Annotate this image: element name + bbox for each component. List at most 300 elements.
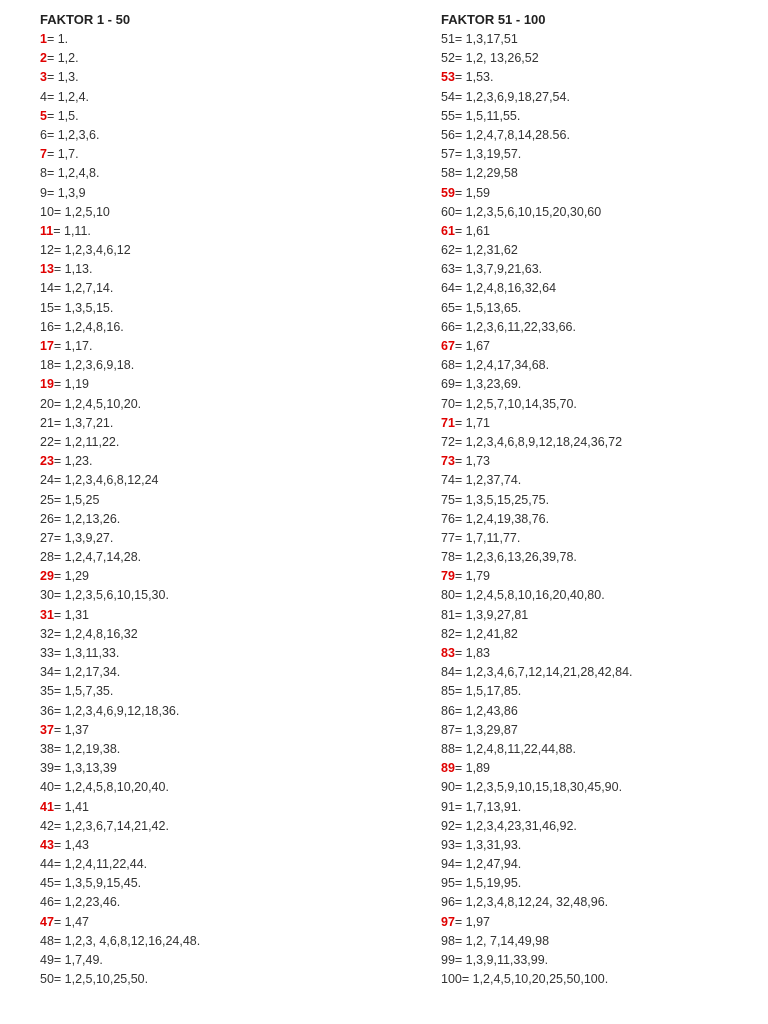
number: 76 (441, 511, 455, 526)
factor-row (40, 318, 370, 337)
factor-row (40, 241, 370, 260)
factor-row (40, 107, 370, 126)
prime-number: 7 (40, 147, 47, 162)
factor-values: = 1,2, 13,26,52 (454, 51, 539, 66)
factor-values: = 1,5,19,95. (454, 876, 522, 891)
factor-column-1-50 (40, 10, 370, 989)
number: 51 (441, 32, 455, 46)
factor-row (40, 529, 370, 548)
factor-row (441, 279, 768, 298)
factor-row (40, 260, 370, 279)
number: 86 (441, 703, 455, 718)
factor-values: = 1,71 (454, 415, 491, 430)
factor-row (441, 126, 768, 145)
factor-row (441, 164, 768, 183)
factor-row (40, 88, 370, 107)
factor-values: = 1,73 (454, 454, 491, 469)
number: 94 (441, 857, 455, 872)
factor-values: = 1,3,31,93. (454, 837, 522, 852)
factor-row (40, 337, 370, 356)
factor-row (441, 874, 768, 893)
factor-values: = 1,7,49. (53, 953, 103, 967)
factor-row (441, 88, 768, 107)
factor-row (441, 452, 768, 471)
number: 6 (40, 127, 47, 142)
number: 20 (40, 396, 54, 411)
factor-row (441, 817, 768, 836)
factor-row (40, 625, 370, 644)
prime-number: 47 (40, 914, 54, 929)
factor-values: = 1,2,17,34. (53, 665, 121, 680)
number: 16 (40, 319, 54, 334)
number: 33 (40, 646, 54, 660)
factor-values: = 1,2,3,6,9,18,27,54. (454, 89, 570, 104)
factor-row (441, 529, 768, 548)
factor-values: = 1,2,3,6,11,22,33,66. (454, 319, 576, 334)
number: 44 (40, 857, 54, 872)
number: 49 (40, 953, 54, 967)
factor-row (441, 567, 768, 586)
factor-values: = 1,2,31,62 (454, 243, 518, 258)
factor-row (40, 702, 370, 721)
factor-values: = 1,3,29,87 (454, 722, 518, 737)
factor-column-51-100 (441, 10, 768, 989)
factor-row (441, 184, 768, 203)
factor-row (441, 299, 768, 318)
factor-values: = 1,5,13,65. (454, 300, 522, 315)
factor-values: = 1,2,4,17,34,68. (454, 358, 550, 373)
factor-row (40, 145, 370, 164)
factor-values: = 1,2,3,4,23,31,46,92. (454, 818, 577, 833)
factor-values: = 1,2,7,14. (53, 281, 114, 296)
factor-row (441, 932, 768, 951)
factor-values: = 1,5,25 (53, 492, 100, 507)
factor-row (40, 740, 370, 759)
factor-values: = 1,2,4,8,16,32 (53, 626, 138, 641)
factor-values: = 1,2,4,8,16. (53, 319, 124, 334)
factor-values: = 1,2,3,5,6,10,15,30. (53, 588, 169, 603)
factor-values: = 1,2,4,8,11,22,44,88. (454, 741, 576, 756)
factor-row (40, 874, 370, 893)
factor-values: = 1,5,17,85. (454, 684, 522, 699)
factor-row (441, 241, 768, 260)
factor-values: = 1,29 (53, 569, 90, 584)
number: 34 (40, 665, 54, 680)
factor-values: = 1,3,9,27. (53, 530, 114, 545)
prime-number: 73 (441, 454, 455, 469)
factor-row (441, 68, 768, 87)
number: 84 (441, 665, 455, 680)
factor-row (40, 68, 370, 87)
factor-row (40, 567, 370, 586)
number: 21 (40, 415, 54, 430)
factor-values: = 1,2,4,5,8,10,20,40. (53, 780, 169, 795)
factor-row (441, 471, 768, 490)
number: 93 (441, 837, 455, 852)
factor-values: = 1,2,41,82 (454, 626, 518, 641)
factor-values: = 1,2,3,4,6,12 (53, 243, 131, 258)
factor-values: = 1,2,3,5,6,10,15,20,30,60 (454, 204, 602, 219)
prime-number: 53 (441, 70, 455, 85)
factor-row (441, 721, 768, 740)
factor-values: = 1,2. (46, 51, 79, 66)
prime-number: 97 (441, 914, 455, 929)
factor-values: = 1,2,4,19,38,76. (454, 511, 550, 526)
factor-values: = 1,2,3,6,9,18. (53, 358, 135, 373)
factor-values: = 1,2,11,22. (53, 434, 120, 449)
number: 81 (441, 607, 455, 622)
number: 90 (441, 780, 455, 795)
number: 42 (40, 818, 54, 833)
factor-values: = 1,3,7,9,21,63. (454, 262, 543, 277)
factor-values: = 1,3,5,15. (53, 300, 114, 315)
factor-values: = 1,3,9 (46, 185, 86, 200)
factor-values: = 1,67 (454, 339, 491, 353)
number: 78 (441, 550, 455, 565)
factor-row (40, 510, 370, 529)
factor-row (441, 30, 768, 49)
number: 38 (40, 741, 54, 756)
number: 92 (441, 818, 455, 833)
factor-row (40, 759, 370, 778)
factor-values: = 1,7. (46, 147, 79, 162)
factor-row (441, 893, 768, 912)
factor-row (441, 798, 768, 817)
prime-number: 2 (40, 51, 47, 66)
number: 68 (441, 358, 455, 373)
factor-row (441, 759, 768, 778)
column-title: FAKTOR 1 - 50 (40, 12, 131, 27)
factor-row (40, 778, 370, 797)
factor-row (40, 913, 370, 932)
number: 69 (441, 377, 455, 392)
factor-row (40, 606, 370, 625)
factor-row (40, 184, 370, 203)
number: 18 (40, 358, 54, 373)
factor-row (441, 663, 768, 682)
factor-values: = 1,2,4,5,10,20. (53, 396, 142, 411)
factor-row (441, 107, 768, 126)
factor-values: = 1,3,19,57. (454, 147, 522, 162)
number: 80 (441, 588, 455, 603)
factor-values: = 1,3,5,15,25,75. (454, 492, 550, 507)
factor-row (441, 548, 768, 567)
factor-list (40, 30, 370, 989)
number: 15 (40, 300, 54, 315)
factor-values: = 1,2,37,74. (454, 473, 522, 488)
factor-values: = 1,2,4,11,22,44. (53, 857, 148, 872)
prime-number: 43 (40, 837, 54, 852)
prime-number: 29 (40, 569, 54, 584)
number: 22 (40, 434, 54, 449)
factor-values: = 1,19 (53, 377, 90, 392)
number: 60 (441, 204, 455, 219)
number: 55 (441, 108, 455, 123)
factor-row (441, 510, 768, 529)
factor-values: = 1,2,4. (46, 89, 90, 104)
number: 57 (441, 147, 455, 162)
number: 74 (441, 473, 455, 488)
factor-values: = 1,2, 7,14,49,98 (454, 933, 550, 948)
factor-values: = 1,2,3,4,6,8,9,12,18,24,36,72 (454, 434, 623, 449)
factor-row (441, 625, 768, 644)
factor-values: = 1,2,47,94. (454, 857, 522, 872)
prime-number: 79 (441, 569, 455, 584)
factor-values: = 1,5,11,55. (454, 108, 521, 123)
number: 25 (40, 492, 54, 507)
factor-values: = 1,3. (46, 70, 79, 85)
prime-number: 1 (40, 32, 47, 46)
factor-row (40, 279, 370, 298)
factor-row (40, 970, 370, 989)
factor-values: = 1,3,9,27,81 (454, 607, 529, 622)
number: 72 (441, 434, 455, 449)
factor-values: = 1,3,17,51 (454, 32, 518, 46)
number: 27 (40, 530, 54, 545)
number: 64 (441, 281, 455, 296)
factor-row (441, 433, 768, 452)
number: 56 (441, 127, 455, 142)
prime-number: 23 (40, 454, 54, 469)
number: 39 (40, 761, 54, 776)
prime-number: 17 (40, 339, 54, 353)
column-title: FAKTOR 51 - 100 (441, 12, 546, 27)
factor-values: = 1,53. (454, 70, 494, 85)
factor-row (40, 932, 370, 951)
number: 12 (40, 243, 54, 258)
factor-row (40, 682, 370, 701)
factor-row (40, 433, 370, 452)
factor-values: = 1,2,13,26. (53, 511, 121, 526)
prime-number: 3 (40, 70, 47, 85)
factor-row (441, 337, 768, 356)
number: 98 (441, 933, 455, 948)
factor-values: = 1,23. (53, 454, 93, 469)
factor-values: = 1,2,5,10 (53, 204, 110, 219)
factor-values: = 1,2,3,6,13,26,39,78. (454, 550, 577, 565)
factor-values: = 1,2,3, 4,6,8,12,16,24,48. (53, 933, 201, 948)
factor-values: = 1,2,3,4,6,9,12,18,36. (53, 703, 180, 718)
factor-values: = 1,79 (454, 569, 491, 584)
prime-number: 37 (40, 722, 54, 737)
factor-row (441, 318, 768, 337)
factor-values: = 1,2,4,8. (46, 166, 100, 181)
number: 99 (441, 953, 455, 967)
factor-row (40, 586, 370, 605)
factor-row (40, 798, 370, 817)
factor-row (441, 970, 768, 989)
number: 88 (441, 741, 455, 756)
factor-values: = 1,5. (46, 108, 79, 123)
number: 24 (40, 473, 54, 488)
factor-row (40, 452, 370, 471)
factor-row (40, 663, 370, 682)
number: 30 (40, 588, 54, 603)
prime-number: 83 (441, 646, 455, 660)
number: 66 (441, 319, 455, 334)
factor-row (441, 203, 768, 222)
factor-row (441, 913, 768, 932)
factor-values: = 1,2,43,86 (454, 703, 518, 718)
number: 45 (40, 876, 54, 891)
prime-number: 61 (441, 223, 455, 238)
factor-values: = 1,2,3,4,8,12,24, 32,48,96. (454, 895, 609, 910)
factor-row (40, 375, 370, 394)
number: 50 (40, 972, 54, 987)
prime-number: 13 (40, 262, 54, 277)
number: 70 (441, 396, 455, 411)
factor-row (40, 644, 370, 663)
number: 65 (441, 300, 455, 315)
factor-values: = 1,47 (53, 914, 90, 929)
factor-values: = 1,7,13,91. (454, 799, 522, 814)
factor-values: = 1,89 (454, 761, 491, 776)
factor-row (441, 951, 768, 970)
factor-values: = 1,59 (454, 185, 491, 200)
factor-values: = 1,13. (53, 262, 93, 277)
number: 8 (40, 166, 47, 181)
factor-row (40, 395, 370, 414)
factor-row (40, 356, 370, 375)
factor-values: = 1,37 (53, 722, 90, 737)
number: 10 (40, 204, 54, 219)
factor-row (441, 395, 768, 414)
number: 14 (40, 281, 54, 296)
number: 9 (40, 185, 47, 200)
number: 87 (441, 722, 455, 737)
factor-row (40, 414, 370, 433)
factor-values: = 1,2,3,6,7,14,21,42. (53, 818, 169, 833)
factor-row (441, 491, 768, 510)
number: 85 (441, 684, 455, 699)
factor-row (40, 299, 370, 318)
factor-row (441, 778, 768, 797)
factor-row (441, 836, 768, 855)
factor-row (40, 721, 370, 740)
factor-row (441, 145, 768, 164)
number: 100 (441, 972, 462, 987)
number: 95 (441, 876, 455, 891)
number: 77 (441, 530, 455, 545)
prime-number: 89 (441, 761, 455, 776)
factor-row (40, 49, 370, 68)
factor-row (40, 126, 370, 145)
factor-values: = 1. (46, 32, 69, 46)
factor-row (40, 836, 370, 855)
prime-number: 67 (441, 339, 455, 353)
number: 62 (441, 243, 455, 258)
factor-row (441, 644, 768, 663)
factor-row (441, 682, 768, 701)
factor-values: = 1,97 (454, 914, 491, 929)
prime-number: 41 (40, 799, 54, 814)
factor-values: = 1,2,19,38. (53, 741, 121, 756)
factor-values: = 1,2,4,7,8,14,28.56. (454, 127, 570, 142)
factor-row (441, 740, 768, 759)
factor-row (40, 471, 370, 490)
factor-values: = 1,17. (53, 339, 93, 353)
factor-values: = 1,7,11,77. (454, 530, 521, 545)
factor-row (441, 356, 768, 375)
factor-row (40, 203, 370, 222)
factor-row (40, 491, 370, 510)
number: 91 (441, 799, 455, 814)
factor-values: = 1,43 (53, 837, 90, 852)
number: 48 (40, 933, 54, 948)
factor-row (441, 855, 768, 874)
factor-values: = 1,3,11,33. (53, 646, 120, 660)
factor-values: = 1,2,3,4,6,7,12,14,21,28,42,84. (454, 665, 633, 680)
number: 46 (40, 895, 54, 910)
prime-number: 11 (40, 223, 54, 238)
number: 54 (441, 89, 455, 104)
number: 63 (441, 262, 455, 277)
prime-number: 31 (40, 607, 54, 622)
number: 35 (40, 684, 54, 699)
factor-values: = 1,3,13,39 (53, 761, 117, 776)
number: 32 (40, 626, 54, 641)
factor-values: = 1,31 (53, 607, 90, 622)
factor-row (441, 375, 768, 394)
factor-values: = 1,2,23,46. (53, 895, 121, 910)
factor-values: = 1,2,5,7,10,14,35,70. (454, 396, 577, 411)
factor-values: = 1,2,29,58 (454, 166, 518, 181)
number: 96 (441, 895, 455, 910)
factor-row (441, 260, 768, 279)
factor-values: = 1,2,4,7,14,28. (53, 550, 142, 565)
factor-values: = 1,2,4,8,16,32,64 (454, 281, 557, 296)
factor-row (441, 222, 768, 241)
factor-values: = 1,3,23,69. (454, 377, 522, 392)
factor-row (40, 30, 370, 49)
number: 40 (40, 780, 54, 795)
number: 28 (40, 550, 54, 565)
factor-values: = 1,2,4,5,10,20,25,50,100. (461, 972, 609, 987)
factor-values: = 1,41 (53, 799, 90, 814)
factor-values: = 1,2,3,4,6,8,12,24 (53, 473, 159, 488)
number: 52 (441, 51, 455, 66)
number: 26 (40, 511, 54, 526)
factor-row (40, 817, 370, 836)
factor-row (40, 222, 370, 241)
prime-number: 19 (40, 377, 54, 392)
factor-row (441, 586, 768, 605)
factor-values: = 1,83 (454, 646, 491, 660)
factor-row (441, 414, 768, 433)
prime-number: 71 (441, 415, 455, 430)
factor-row (40, 951, 370, 970)
factor-row (441, 49, 768, 68)
factor-row (40, 164, 370, 183)
number: 75 (441, 492, 455, 507)
factor-values: = 1,11. (53, 223, 91, 238)
factor-values: = 1,61 (454, 223, 491, 238)
factor-values: = 1,3,9,11,33,99. (454, 953, 549, 967)
factor-values: = 1,3,5,9,15,45. (53, 876, 142, 891)
factor-values: = 1,2,3,5,9,10,15,18,30,45,90. (454, 780, 623, 795)
factor-row (40, 855, 370, 874)
factor-values: = 1,2,4,5,8,10,16,20,40,80. (454, 588, 605, 603)
number: 58 (441, 166, 455, 181)
number: 4 (40, 89, 47, 104)
number: 36 (40, 703, 54, 718)
factor-row (441, 606, 768, 625)
factor-values: = 1,2,3,6. (46, 127, 100, 142)
prime-number: 5 (40, 108, 47, 123)
factor-list (441, 30, 768, 989)
factor-row (40, 893, 370, 912)
factor-values: = 1,3,7,21. (53, 415, 114, 430)
